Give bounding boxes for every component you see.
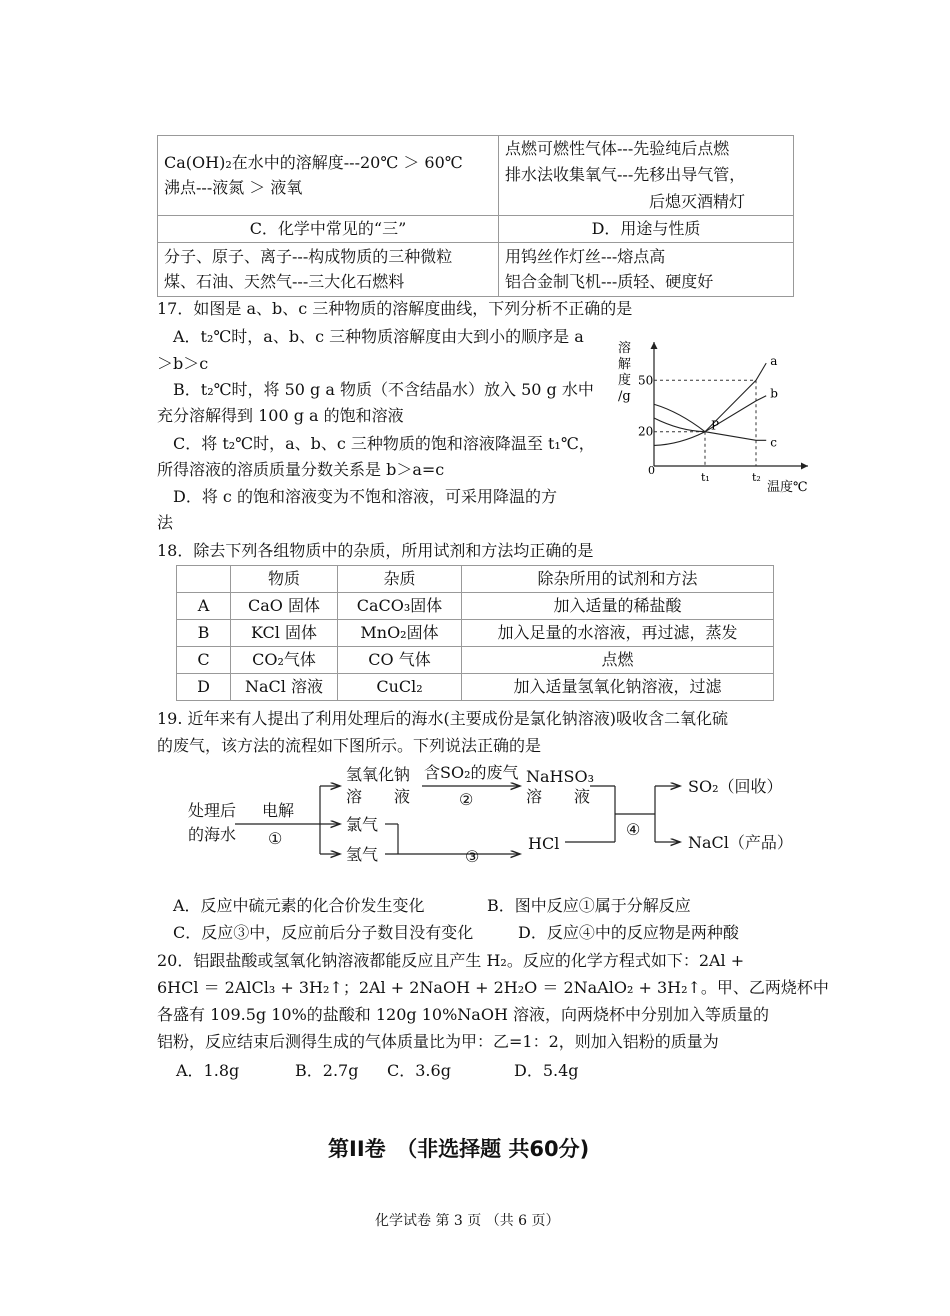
table-cell: B (177, 620, 231, 647)
flow-so2-gas: 含SO₂的废气 (424, 763, 519, 782)
table-cell: CuCl₂ (338, 674, 462, 701)
q20-option-d: D．5.4g (514, 1061, 579, 1080)
section-title: 第II卷 （非选择题 共60分) (328, 1137, 590, 1161)
flow-step-2: ② (459, 790, 474, 809)
flow-nahso3-1: NaHSO₃ (526, 767, 594, 786)
table-cell: 点燃 (462, 647, 774, 674)
q16-c-line2: 煤、石油、天然气---三大化石燃料 (164, 271, 405, 291)
q16-b-line1: 点燃可燃性气体---先验纯后点燃 (505, 139, 730, 158)
q18-header-cell: 物质 (231, 566, 338, 593)
flow-step-3: ③ (465, 847, 480, 866)
table-cell: CO 气体 (338, 647, 462, 674)
q16-d-line1: 用钨丝作灯丝---熔点高 (505, 246, 666, 266)
q19-flow-diagram (180, 758, 800, 870)
flow-hcl: HCl (528, 834, 560, 853)
q17-option-a-line1: A．t₂℃时，a、b、c 三种物质溶解度由大到小的顺序是 a (173, 327, 584, 346)
q20-line2: 6HCl ＝ 2AlCl₃ + 3H₂↑；2Al + 2NaOH + 2H₂O ＝ 2NaAlO₂ + 3H₂↑。甲、乙两烧杯中 (157, 978, 829, 997)
q20-option-a: A．1.8g (176, 1061, 240, 1080)
flow-start-2: 的海水 (188, 825, 237, 844)
q19-option-a: A．反应中硫元素的化合价发生变化 (173, 896, 425, 915)
q18-header-cell (177, 566, 231, 593)
flow-step-4: ④ (626, 820, 641, 839)
q18-header-cell: 除杂所用的试剂和方法 (462, 566, 774, 593)
q17-option-c-line1: C．将 t₂℃时，a、b、c 三种物质的饱和溶液降温至 t₁℃， (173, 434, 595, 453)
x-axis-label: 温度℃ (767, 480, 808, 495)
y-tick-label: 20 (638, 424, 654, 439)
q16-c-heading: C．化学中常见的“三” (158, 216, 499, 243)
table-row (177, 647, 774, 674)
q16-d-line2: 铝合金制飞机---质轻、硬度好 (505, 271, 714, 291)
curve-label-b: b (770, 386, 778, 401)
flow-electrolysis: 电解 (262, 801, 295, 820)
table-cell: 加入适量的稀盐酸 (462, 593, 774, 620)
q16-c-line1: 分子、原子、离子---构成物质的三种微粒 (164, 246, 453, 266)
curve-label-a: a (770, 354, 778, 369)
flow-chlorine: 氯气 (346, 815, 379, 834)
table-cell: D (177, 674, 231, 701)
table-row (177, 674, 774, 701)
table-row (177, 593, 774, 620)
q17-option-d-line1: D．将 c 的饱和溶液变为不饱和溶液，可采用降温的方 (173, 487, 557, 506)
q19-option-d: D．反应④中的反应物是两种酸 (518, 923, 739, 942)
table-cell: CaCO₃固体 (338, 593, 462, 620)
table-row (177, 620, 774, 647)
y-axis-label: 解 (618, 357, 632, 372)
q16-table (157, 135, 794, 297)
q16-a-line2: 沸点---液氮 ＞ 液氧 (164, 177, 303, 197)
q17-option-a-line2: ＞b＞c (157, 354, 209, 373)
q19-option-b: B．图中反应①属于分解反应 (487, 896, 691, 915)
flow-nacl-product: NaCl（产品） (688, 833, 793, 852)
y-axis-label: 溶 (618, 341, 632, 356)
q17-option-b-line1: B．t₂℃时，将 50 g a 物质（不含结晶水）放入 50 g 水中 (173, 380, 594, 399)
table-cell: 加入足量的水溶液，再过滤，蒸发 (462, 620, 774, 647)
x-tick-label: 0 (648, 464, 655, 477)
q16-b-line3: 后熄灭酒精灯 (649, 191, 746, 211)
y-axis-label: 度 (618, 373, 632, 388)
flow-so2-recovered: SO₂（回收） (688, 777, 783, 796)
flow-naoh-1: 氢氧化钠 (346, 765, 411, 784)
y-tick-label: 50 (638, 373, 654, 388)
table-cell: A (177, 593, 231, 620)
q16-a-line1: Ca(OH)₂在水中的溶解度---20℃ ＞ 60℃ (164, 152, 463, 172)
flow-start-1: 处理后 (188, 801, 237, 820)
solubility-chart (612, 336, 817, 496)
curve-label-c: c (770, 435, 777, 450)
table-cell: CO₂气体 (231, 647, 338, 674)
q16-cell-b (499, 136, 794, 216)
table-cell: C (177, 647, 231, 674)
q20-option-c: C．3.6g (387, 1061, 451, 1080)
q18-table (176, 565, 774, 701)
q16-b-line2: 排水法收集氧气---先移出导气管， (505, 165, 746, 185)
point-p-label: P (711, 418, 720, 433)
flow-hydrogen: 氢气 (346, 845, 379, 864)
x-tick-label: t₂ (752, 471, 761, 484)
table-cell: CaO 固体 (231, 593, 338, 620)
q18-stem: 18．除去下列各组物质中的杂质，所用试剂和方法均正确的是 (157, 541, 594, 560)
q19-option-c: C．反应③中，反应前后分子数目没有变化 (173, 923, 474, 942)
q19-stem-line2: 的废气，该方法的流程如下图所示。下列说法正确的是 (157, 736, 542, 755)
table-cell: 加入适量氢氧化钠溶液，过滤 (462, 674, 774, 701)
q17-option-b-line2: 充分溶解得到 100 g a 的饱和溶液 (157, 406, 404, 425)
flow-nahso3-2: 溶 液 (526, 787, 591, 806)
flow-step-1: ① (268, 829, 283, 848)
q19-stem-line1: 19. 近年来有人提出了利用处理后的海水(主要成份是氯化钠溶液)吸收含二氧化硫 (157, 709, 729, 728)
q17-option-d-line2: 法 (157, 513, 174, 532)
table-cell: NaCl 溶液 (231, 674, 338, 701)
table-cell: KCl 固体 (231, 620, 338, 647)
q20-option-b: B．2.7g (295, 1061, 359, 1080)
table-cell: MnO₂固体 (338, 620, 462, 647)
q18-header-cell: 杂质 (338, 566, 462, 593)
y-axis-label: /g (618, 389, 631, 404)
q17-option-c-line2: 所得溶液的溶质质量分数关系是 b＞a=c (157, 460, 445, 479)
q20-line3: 各盛有 109.5g 10%的盐酸和 120g 10%NaOH 溶液，向两烧杯中分别加入等质量的 (157, 1005, 769, 1024)
q20-line4: 铝粉，反应结束后测得生成的气体质量比为甲：乙=1：2，则加入铝粉的质量为 (157, 1032, 719, 1051)
x-tick-label: t₁ (701, 471, 710, 484)
q16-cell-c (158, 243, 499, 297)
q16-cell-d (499, 243, 794, 297)
q20-line1: 20．铝跟盐酸或氢氧化钠溶液都能反应且产生 H₂。反应的化学方程式如下：2Al + (157, 951, 745, 970)
flow-naoh-2: 溶 液 (346, 787, 411, 806)
page-footer: 化学试卷 第 3 页 （共 6 页） (375, 1213, 560, 1229)
q16-cell-a (158, 136, 499, 216)
q17-stem: 17．如图是 a、b、c 三种物质的溶解度曲线，下列分析不正确的是 (157, 299, 633, 318)
q16-d-heading: D．用途与性质 (499, 216, 794, 243)
